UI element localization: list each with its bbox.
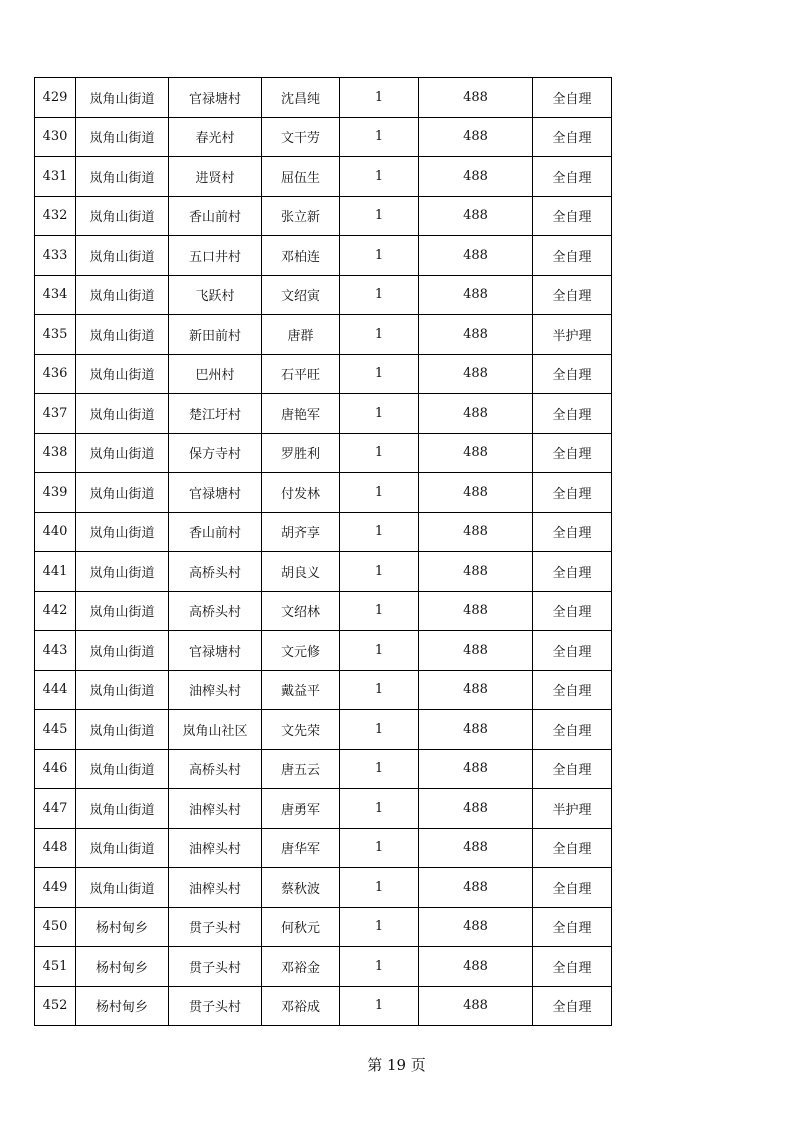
street-cell: 岚角山街道: [76, 670, 169, 710]
count-cell: 1: [340, 591, 419, 631]
row-number-cell: 431: [35, 157, 76, 197]
village-cell: 进贤村: [169, 157, 262, 197]
care-level-cell: 全自理: [533, 907, 612, 947]
name-cell: 付发林: [262, 473, 340, 513]
row-number-cell: 437: [35, 394, 76, 434]
row-number-cell: 439: [35, 473, 76, 513]
street-cell: 岚角山街道: [76, 868, 169, 908]
table-row: [35, 749, 612, 789]
care-level-cell: 全自理: [533, 947, 612, 987]
amount-cell: 488: [419, 354, 533, 394]
amount-cell: 488: [419, 907, 533, 947]
street-cell: 岚角山街道: [76, 275, 169, 315]
row-number-cell: 446: [35, 749, 76, 789]
name-cell: 张立新: [262, 196, 340, 236]
street-cell: 岚角山街道: [76, 315, 169, 355]
village-cell: 飞跃村: [169, 275, 262, 315]
amount-cell: 488: [419, 433, 533, 473]
care-level-cell: 全自理: [533, 473, 612, 513]
street-cell: 岚角山街道: [76, 512, 169, 552]
care-level-cell: 全自理: [533, 868, 612, 908]
care-level-cell: 全自理: [533, 670, 612, 710]
count-cell: 1: [340, 710, 419, 750]
count-cell: 1: [340, 157, 419, 197]
row-number-cell: 444: [35, 670, 76, 710]
village-cell: 贯子头村: [169, 907, 262, 947]
amount-cell: 488: [419, 868, 533, 908]
row-number-cell: 450: [35, 907, 76, 947]
row-number-cell: 447: [35, 789, 76, 829]
village-cell: 油榨头村: [169, 828, 262, 868]
count-cell: 1: [340, 473, 419, 513]
village-cell: 高桥头村: [169, 749, 262, 789]
village-cell: 香山前村: [169, 196, 262, 236]
count-cell: 1: [340, 986, 419, 1026]
amount-cell: 488: [419, 828, 533, 868]
amount-cell: 488: [419, 78, 533, 118]
table-row: [35, 157, 612, 197]
amount-cell: 488: [419, 552, 533, 592]
name-cell: 胡良义: [262, 552, 340, 592]
count-cell: 1: [340, 947, 419, 987]
table-row: [35, 986, 612, 1026]
care-level-cell: 全自理: [533, 354, 612, 394]
amount-cell: 488: [419, 749, 533, 789]
table-row: [35, 552, 612, 592]
street-cell: 岚角山街道: [76, 157, 169, 197]
care-level-cell: 全自理: [533, 275, 612, 315]
table-row: [35, 473, 612, 513]
street-cell: 杨村甸乡: [76, 947, 169, 987]
amount-cell: 488: [419, 394, 533, 434]
village-cell: 新田前村: [169, 315, 262, 355]
amount-cell: 488: [419, 473, 533, 513]
village-cell: 油榨头村: [169, 670, 262, 710]
name-cell: 文绍寅: [262, 275, 340, 315]
street-cell: 岚角山街道: [76, 354, 169, 394]
amount-cell: 488: [419, 710, 533, 750]
village-cell: 高桥头村: [169, 552, 262, 592]
amount-cell: 488: [419, 512, 533, 552]
amount-cell: 488: [419, 670, 533, 710]
street-cell: 岚角山街道: [76, 394, 169, 434]
care-level-cell: 半护理: [533, 315, 612, 355]
care-level-cell: 全自理: [533, 196, 612, 236]
table-row: [35, 315, 612, 355]
care-level-cell: 全自理: [533, 512, 612, 552]
row-number-cell: 433: [35, 236, 76, 276]
count-cell: 1: [340, 631, 419, 671]
street-cell: 岚角山街道: [76, 710, 169, 750]
name-cell: 邓裕金: [262, 947, 340, 987]
page-number: 第 19 页: [367, 1056, 426, 1074]
village-cell: 春光村: [169, 117, 262, 157]
name-cell: 文先荣: [262, 710, 340, 750]
row-number-cell: 442: [35, 591, 76, 631]
village-cell: 巴州村: [169, 354, 262, 394]
street-cell: 岚角山街道: [76, 552, 169, 592]
row-number-cell: 452: [35, 986, 76, 1026]
count-cell: 1: [340, 433, 419, 473]
table-row: [35, 710, 612, 750]
count-cell: 1: [340, 354, 419, 394]
count-cell: 1: [340, 828, 419, 868]
count-cell: 1: [340, 749, 419, 789]
row-number-cell: 448: [35, 828, 76, 868]
village-cell: 油榨头村: [169, 868, 262, 908]
name-cell: 文元修: [262, 631, 340, 671]
name-cell: 唐群: [262, 315, 340, 355]
amount-cell: 488: [419, 631, 533, 671]
street-cell: 岚角山街道: [76, 473, 169, 513]
count-cell: 1: [340, 868, 419, 908]
care-level-cell: 全自理: [533, 631, 612, 671]
row-number-cell: 443: [35, 631, 76, 671]
street-cell: 岚角山街道: [76, 828, 169, 868]
name-cell: 沈昌纯: [262, 78, 340, 118]
care-level-cell: 半护理: [533, 789, 612, 829]
table-row: [35, 591, 612, 631]
count-cell: 1: [340, 315, 419, 355]
village-cell: 高桥头村: [169, 591, 262, 631]
name-cell: 罗胜利: [262, 433, 340, 473]
count-cell: 1: [340, 236, 419, 276]
village-cell: 贯子头村: [169, 947, 262, 987]
table-row: [35, 354, 612, 394]
care-level-cell: 全自理: [533, 552, 612, 592]
street-cell: 岚角山街道: [76, 631, 169, 671]
table-row: [35, 789, 612, 829]
village-cell: 官禄塘村: [169, 473, 262, 513]
name-cell: 胡齐享: [262, 512, 340, 552]
row-number-cell: 436: [35, 354, 76, 394]
amount-cell: 488: [419, 236, 533, 276]
table-row: [35, 196, 612, 236]
amount-cell: 488: [419, 986, 533, 1026]
village-cell: 官禄塘村: [169, 78, 262, 118]
amount-cell: 488: [419, 157, 533, 197]
name-cell: 文绍林: [262, 591, 340, 631]
street-cell: 岚角山街道: [76, 591, 169, 631]
care-level-cell: 全自理: [533, 236, 612, 276]
street-cell: 岚角山街道: [76, 749, 169, 789]
table-row: [35, 670, 612, 710]
village-cell: 油榨头村: [169, 789, 262, 829]
count-cell: 1: [340, 275, 419, 315]
row-number-cell: 440: [35, 512, 76, 552]
table-row: [35, 947, 612, 987]
name-cell: 唐艳军: [262, 394, 340, 434]
row-number-cell: 429: [35, 78, 76, 118]
table-row: [35, 907, 612, 947]
village-cell: 岚角山社区: [169, 710, 262, 750]
name-cell: 蔡秋波: [262, 868, 340, 908]
table-row: [35, 868, 612, 908]
street-cell: 岚角山街道: [76, 196, 169, 236]
table-row: [35, 828, 612, 868]
row-number-cell: 430: [35, 117, 76, 157]
table-row: [35, 631, 612, 671]
row-number-cell: 438: [35, 433, 76, 473]
roster-table: [34, 77, 612, 1026]
name-cell: 何秋元: [262, 907, 340, 947]
count-cell: 1: [340, 552, 419, 592]
street-cell: 岚角山街道: [76, 236, 169, 276]
row-number-cell: 432: [35, 196, 76, 236]
count-cell: 1: [340, 196, 419, 236]
village-cell: 五口井村: [169, 236, 262, 276]
amount-cell: 488: [419, 789, 533, 829]
care-level-cell: 全自理: [533, 78, 612, 118]
care-level-cell: 全自理: [533, 828, 612, 868]
village-cell: 官禄塘村: [169, 631, 262, 671]
village-cell: 保方寺村: [169, 433, 262, 473]
amount-cell: 488: [419, 947, 533, 987]
name-cell: 石平旺: [262, 354, 340, 394]
row-number-cell: 435: [35, 315, 76, 355]
row-number-cell: 451: [35, 947, 76, 987]
name-cell: 邓柏连: [262, 236, 340, 276]
care-level-cell: 全自理: [533, 157, 612, 197]
name-cell: 戴益平: [262, 670, 340, 710]
name-cell: 唐五云: [262, 749, 340, 789]
name-cell: 邓裕成: [262, 986, 340, 1026]
table-row: [35, 78, 612, 118]
street-cell: 杨村甸乡: [76, 907, 169, 947]
street-cell: 岚角山街道: [76, 433, 169, 473]
amount-cell: 488: [419, 196, 533, 236]
name-cell: 屈伍生: [262, 157, 340, 197]
count-cell: 1: [340, 789, 419, 829]
count-cell: 1: [340, 78, 419, 118]
street-cell: 岚角山街道: [76, 78, 169, 118]
village-cell: 楚江圩村: [169, 394, 262, 434]
care-level-cell: 全自理: [533, 433, 612, 473]
table-row: [35, 275, 612, 315]
name-cell: 文干劳: [262, 117, 340, 157]
roster-table-body: [35, 78, 612, 1026]
amount-cell: 488: [419, 591, 533, 631]
table-row: [35, 394, 612, 434]
count-cell: 1: [340, 670, 419, 710]
care-level-cell: 全自理: [533, 591, 612, 631]
count-cell: 1: [340, 394, 419, 434]
care-level-cell: 全自理: [533, 710, 612, 750]
care-level-cell: 全自理: [533, 749, 612, 789]
street-cell: 岚角山街道: [76, 117, 169, 157]
row-number-cell: 441: [35, 552, 76, 592]
count-cell: 1: [340, 907, 419, 947]
care-level-cell: 全自理: [533, 117, 612, 157]
amount-cell: 488: [419, 117, 533, 157]
village-cell: 香山前村: [169, 512, 262, 552]
table-row: [35, 117, 612, 157]
care-level-cell: 全自理: [533, 986, 612, 1026]
street-cell: 杨村甸乡: [76, 986, 169, 1026]
amount-cell: 488: [419, 315, 533, 355]
row-number-cell: 445: [35, 710, 76, 750]
count-cell: 1: [340, 512, 419, 552]
count-cell: 1: [340, 117, 419, 157]
row-number-cell: 449: [35, 868, 76, 908]
amount-cell: 488: [419, 275, 533, 315]
name-cell: 唐华军: [262, 828, 340, 868]
row-number-cell: 434: [35, 275, 76, 315]
table-row: [35, 236, 612, 276]
street-cell: 岚角山街道: [76, 789, 169, 829]
name-cell: 唐勇军: [262, 789, 340, 829]
village-cell: 贯子头村: [169, 986, 262, 1026]
care-level-cell: 全自理: [533, 394, 612, 434]
table-row: [35, 433, 612, 473]
table-row: [35, 512, 612, 552]
